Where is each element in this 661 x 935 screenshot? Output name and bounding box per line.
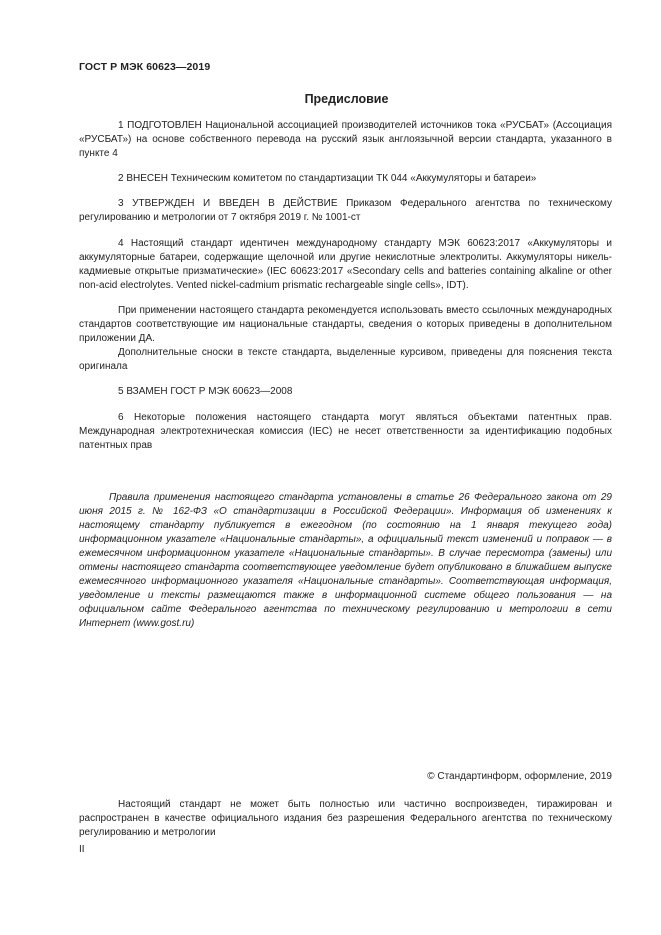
page-number: II: [79, 844, 85, 855]
paragraph-4-note: При применении настоящего стандарта рекомендуется использовать вместо ссылочных международных стандартов соответствующие им национальные стандарты, сведения о которых приведены в дополнительном приложении ДА.: [79, 305, 612, 344]
paragraph-4: 4 Настоящий стандарт идентичен международному стандарту МЭК 60623:2017 «Аккумуляторы и аккумуляторные батареи, содержащие щелочной или другие некислотные электролиты. Аккумуляторы никель-кадмиевые открытые призматические» (IEC 60623:2017 «Secondary cells and batteries containing alkaline or other non-acid electrolytes. Vented nickel-cadmium prismatic rechargeable single cells», IDT).: [79, 238, 612, 291]
paragraph-5: 5 ВЗАМЕН ГОСТ Р МЭК 60623—2008: [118, 386, 293, 397]
paragraph-2: 2 ВНЕСЕН Техническим комитетом по стандартизации ТК 044 «Аккумуляторы и батареи»: [118, 173, 537, 184]
paragraph-6: 6 Некоторые положения настоящего стандарта могут являться объектами патентных прав. Международная электротехническая комиссия (IEC) не несет ответственности за идентификацию подобных патентных прав: [79, 412, 612, 451]
paragraph-1: 1 ПОДГОТОВЛЕН Национальной ассоциацией производителей источников тока «РУСБАТ» (Ассоциация «РУСБАТ») на основе собственного перевода на русский язык англоязычной версии стандарта, указанного в пункте 4: [79, 120, 612, 159]
document-header: ГОСТ Р МЭК 60623—2019: [79, 61, 211, 73]
section-title-wrap: [0, 92, 661, 106]
application-rules-notice: Правила применения настоящего стандарта установлены в статье 26 Федерального закона от 29 июня 2015 г. № 162-ФЗ «О стандартизации в Российской Федерации». Информация об изменениях к настоящему стандарту публикуется в ежегодном (по состоянию на 1 января текущего года) информационном указателе «Национальные стандарты», а официальный текст изменений и поправок — в ежемесячном информационном указателе «Национальные стандарты». В случае пересмотра (замены) или отмены настоящего стандарта соответствующее уведомление будет опубликовано в ближайшем выпуске ежемесячного информационного указателя «Национальные стандарты». Соответствующая информация, уведомление и тексты размещаются также в информационной системе общего пользования — на официальном сайте Федерального агентства по техническому регулированию и метрологии в сети Интернет (www.gost.ru): [79, 492, 612, 629]
copyright-line: © Стандартинформ, оформление, 2019: [427, 771, 612, 782]
reproduction-notice: Настоящий стандарт не может быть полностью или частично воспроизведен, тиражирован и распространен в качестве официального издания без разрешения Федерального агентства по техническому регулированию и метрологии: [79, 799, 612, 838]
paragraph-3: 3 УТВЕРЖДЕН И ВВЕДЕН В ДЕЙСТВИЕ Приказом Федерального агентства по техническому регулированию и метрологии от 7 октября 2019 г. № 1001-ст: [79, 198, 612, 223]
paragraph-4-footnote-note: Дополнительные сноски в тексте стандарта, выделенные курсивом, приведены для пояснения текста оригинала: [79, 347, 612, 372]
page-title: Предисловие: [304, 92, 389, 106]
